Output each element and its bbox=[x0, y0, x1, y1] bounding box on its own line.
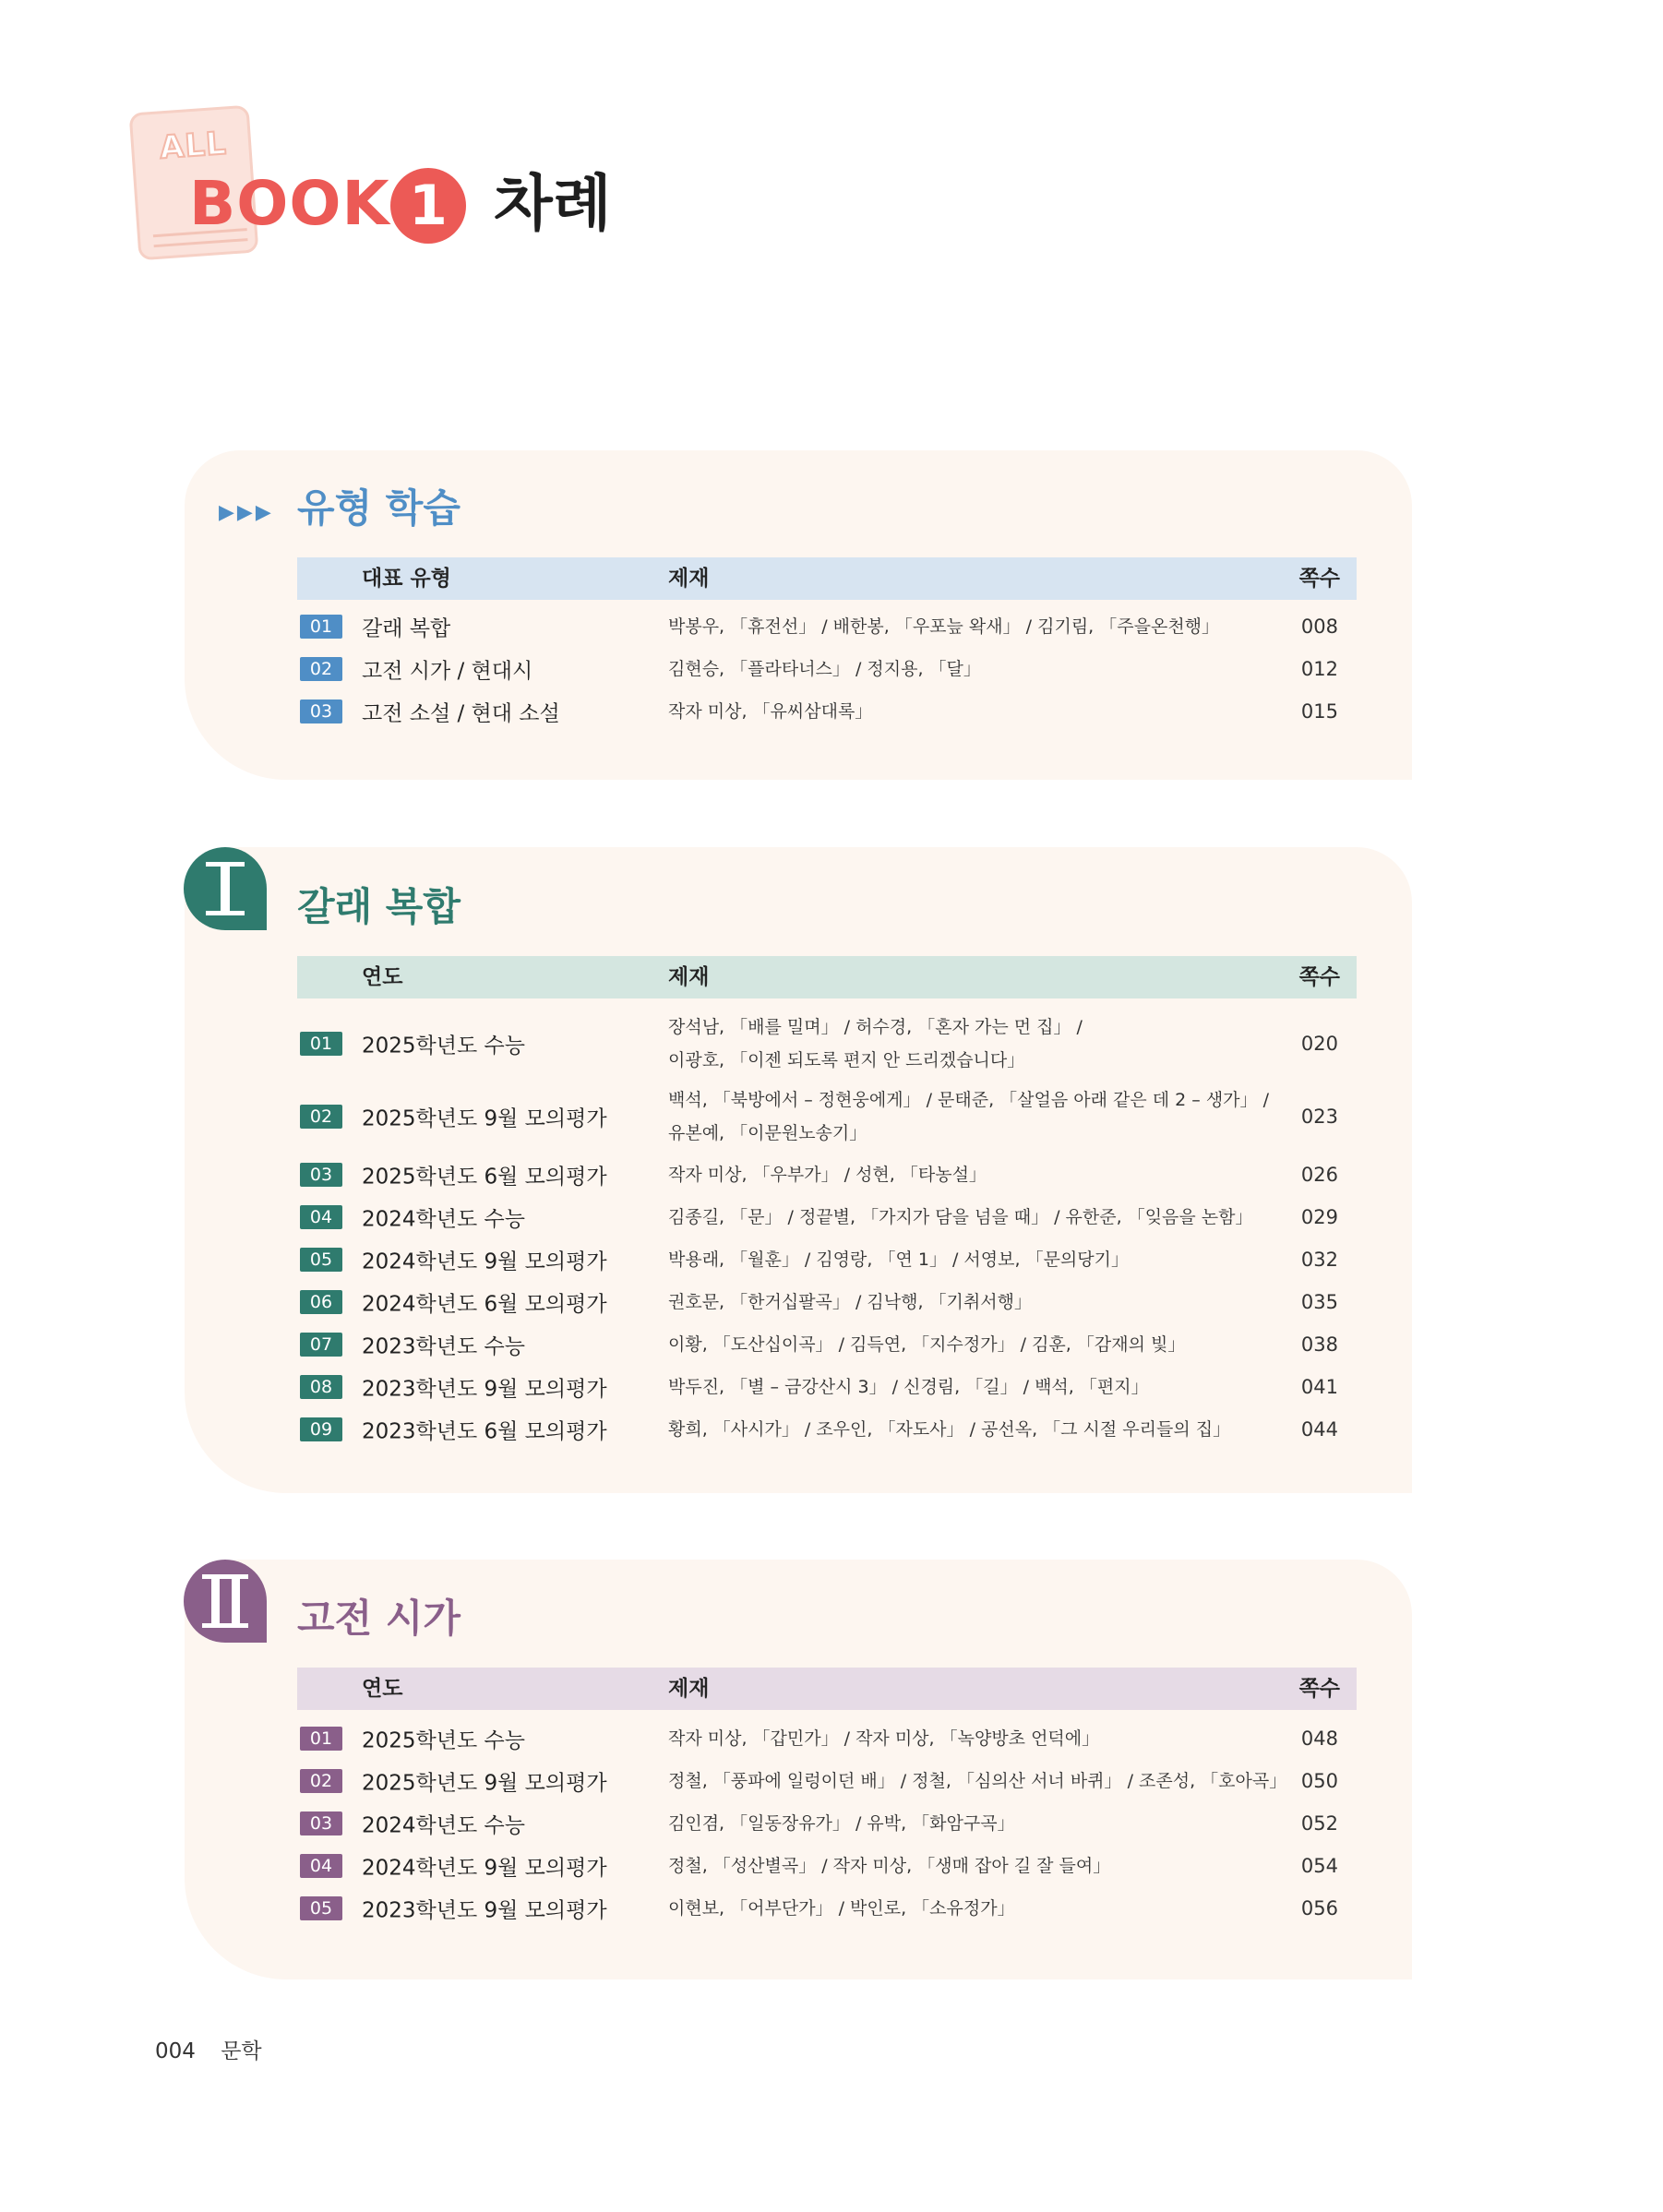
page-footer bbox=[155, 2034, 262, 2064]
table-row bbox=[297, 1760, 1357, 1802]
row-label: 2024학년도 수능 bbox=[362, 1813, 525, 1838]
type-study-title: 유형 학습 bbox=[297, 485, 461, 531]
row-works: 작자 미상, 「갑민가」 / 작자 미상, 「녹양방초 언덕에」 bbox=[668, 1728, 1100, 1749]
works-line: 이광호, 「이젠 되도록 편지 안 드리겠습니다」 bbox=[668, 1050, 1025, 1070]
table-row bbox=[297, 1887, 1357, 1930]
type-study-table-header bbox=[297, 557, 1357, 600]
section-1-table-header bbox=[297, 956, 1357, 998]
row-label: 고전 시가 / 현대시 bbox=[362, 659, 533, 684]
row-works: 정철, 「성산별곡」 / 작자 미상, 「생매 잡아 길 잘 들여」 bbox=[668, 1856, 1111, 1876]
row-label: 2024학년도 수능 bbox=[362, 1207, 525, 1232]
row-label: 고전 소설 / 현대 소설 bbox=[362, 701, 560, 726]
works-line: 황희, 「사시가」 / 조우인, 「자도사」 / 공선옥, 「그 시절 우리들의 집」 bbox=[668, 1419, 1231, 1440]
row-number-badge: 03 bbox=[300, 699, 342, 723]
works-line: 김종길, 「문」 / 정끝별, 「가지가 담을 넘을 때」 / 유한준, 「잊음을 논함」 bbox=[668, 1207, 1253, 1227]
roman-numeral-2-icon bbox=[184, 1560, 267, 1643]
row-works bbox=[668, 1413, 1240, 1446]
row-page-number: 026 bbox=[1300, 1164, 1338, 1186]
book-header bbox=[134, 109, 780, 275]
row-page-number: 050 bbox=[1300, 1770, 1338, 1792]
row-works bbox=[668, 1083, 1269, 1150]
row-works: 정철, 「풍파에 일렁이던 배」 / 정철, 「심의산 서너 바퀴」 / 조존성, 「호아곡」 bbox=[668, 1771, 1287, 1791]
row-label: 2025학년도 수능 bbox=[362, 1728, 525, 1753]
row-works bbox=[668, 1370, 1240, 1404]
row-page-number: 032 bbox=[1300, 1249, 1338, 1271]
column-header-year: 연도 bbox=[362, 1677, 403, 1701]
row-label: 2025학년도 6월 모의평가 bbox=[362, 1165, 607, 1190]
table-row bbox=[297, 1196, 1357, 1238]
row-page-number: 023 bbox=[1300, 1106, 1338, 1128]
row-page-number: 029 bbox=[1300, 1206, 1338, 1228]
row-number-badge: 02 bbox=[300, 1769, 342, 1793]
row-page-number: 035 bbox=[1300, 1291, 1338, 1313]
row-page-number: 015 bbox=[1300, 700, 1338, 723]
works-line: 박용래, 「월훈」 / 김영랑, 「연 1」 / 서영보, 「문의당기」 bbox=[668, 1249, 1129, 1270]
row-works: 김인겸, 「일동장유가」 / 유박, 「화암구곡」 bbox=[668, 1813, 1015, 1834]
row-number-badge: 09 bbox=[300, 1417, 342, 1441]
table-row bbox=[297, 1802, 1357, 1845]
row-number-badge: 06 bbox=[300, 1290, 342, 1314]
row-number-badge: 01 bbox=[300, 1032, 342, 1056]
page-title: 차례 bbox=[494, 168, 612, 239]
row-label: 2023학년도 6월 모의평가 bbox=[362, 1419, 607, 1444]
table-row bbox=[297, 1238, 1357, 1281]
row-page-number: 044 bbox=[1300, 1418, 1338, 1441]
subject-label: 문학 bbox=[221, 2039, 262, 2063]
column-header-page: 쪽수 bbox=[1298, 567, 1340, 591]
book-label: BOOK bbox=[189, 168, 390, 239]
works-line: 유본예, 「이문원노송기」 bbox=[668, 1123, 867, 1143]
row-number-badge: 01 bbox=[300, 615, 342, 639]
table-row bbox=[297, 1154, 1357, 1196]
works-line: 백석, 「북방에서 – 정현웅에게」 / 문태준, 「살얼음 아래 같은 데 2 – 생가」 / bbox=[668, 1090, 1269, 1110]
row-works bbox=[668, 1285, 1240, 1319]
row-works: 박봉우, 「휴전선」 / 배한봉, 「우포늪 왁새」 / 김기림, 「주을온천행」 bbox=[668, 616, 1220, 637]
works-line: 이황, 「도산십이곡」 / 김득연, 「지수정가」 / 김훈, 「감재의 빛」 bbox=[668, 1334, 1186, 1355]
row-label: 2024학년도 9월 모의평가 bbox=[362, 1856, 607, 1881]
row-works: 작자 미상, 「유씨삼대록」 bbox=[668, 701, 873, 722]
section-2-table-header bbox=[297, 1668, 1357, 1710]
works-line: 작자 미상, 「우부가」 / 성현, 「타농설」 bbox=[668, 1165, 987, 1185]
table-row bbox=[297, 1366, 1357, 1408]
row-works bbox=[668, 1328, 1240, 1361]
page-number: 004 bbox=[155, 2039, 196, 2063]
row-page-number: 012 bbox=[1300, 658, 1338, 680]
section-1-title: 갈래 복합 bbox=[297, 884, 461, 929]
works-line: 권호문, 「한거십팔곡」 / 김낙행, 「기취서행」 bbox=[668, 1292, 1032, 1312]
row-works bbox=[668, 1243, 1240, 1276]
table-row bbox=[297, 1845, 1357, 1887]
row-page-number: 056 bbox=[1300, 1897, 1338, 1919]
column-header-page: 쪽수 bbox=[1298, 1677, 1340, 1701]
row-label: 2023학년도 수능 bbox=[362, 1334, 525, 1359]
row-number-badge: 05 bbox=[300, 1248, 342, 1272]
table-row bbox=[297, 605, 1357, 648]
table-row bbox=[297, 1281, 1357, 1323]
row-label: 갈래 복합 bbox=[362, 616, 451, 641]
table-row bbox=[297, 690, 1357, 733]
row-number-badge: 01 bbox=[300, 1727, 342, 1751]
works-line: 박두진, 「별 – 금강산시 3」 / 신경림, 「길」 / 백석, 「편지」 bbox=[668, 1377, 1149, 1397]
column-header-page: 쪽수 bbox=[1298, 965, 1340, 989]
row-number-badge: 02 bbox=[300, 1105, 342, 1129]
column-header-year: 연도 bbox=[362, 965, 403, 989]
row-number-badge: 03 bbox=[300, 1811, 342, 1835]
row-page-number: 038 bbox=[1300, 1333, 1338, 1356]
row-works: 김현승, 「플라타너스」 / 정지용, 「달」 bbox=[668, 659, 981, 679]
row-number-badge: 07 bbox=[300, 1333, 342, 1357]
row-number-badge: 04 bbox=[300, 1854, 342, 1878]
row-label: 2025학년도 수능 bbox=[362, 1034, 525, 1058]
table-row bbox=[297, 1080, 1357, 1154]
row-page-number: 052 bbox=[1300, 1812, 1338, 1835]
row-number-badge: 04 bbox=[300, 1205, 342, 1229]
row-page-number: 020 bbox=[1300, 1033, 1338, 1055]
row-label: 2024학년도 6월 모의평가 bbox=[362, 1292, 607, 1317]
section-2-title: 고전 시가 bbox=[297, 1596, 461, 1641]
table-row bbox=[297, 1323, 1357, 1366]
row-works: 이현보, 「어부단가」 / 박인로, 「소유정가」 bbox=[668, 1898, 1015, 1919]
book-number: 1 bbox=[390, 168, 466, 244]
row-works bbox=[668, 1201, 1253, 1234]
row-page-number: 054 bbox=[1300, 1855, 1338, 1877]
row-number-badge: 08 bbox=[300, 1375, 342, 1399]
row-label: 2023학년도 9월 모의평가 bbox=[362, 1377, 607, 1402]
triple-arrow-icon: ▶▶▶ bbox=[219, 501, 274, 524]
row-works bbox=[668, 1158, 1240, 1191]
row-number-badge: 03 bbox=[300, 1163, 342, 1187]
row-page-number: 008 bbox=[1300, 616, 1338, 638]
row-label: 2025학년도 9월 모의평가 bbox=[362, 1771, 607, 1796]
table-row bbox=[297, 648, 1357, 690]
roman-numeral-1-icon bbox=[184, 847, 267, 930]
table-row bbox=[297, 1008, 1357, 1080]
works-line: 장석남, 「배를 밀며」 / 허수경, 「혼자 가는 먼 집」 / bbox=[668, 1017, 1083, 1037]
row-works bbox=[668, 1010, 1240, 1077]
column-header-type: 대표 유형 bbox=[362, 567, 451, 591]
row-page-number: 048 bbox=[1300, 1728, 1338, 1750]
column-header-works: 제재 bbox=[668, 1677, 710, 1701]
column-header-works: 제재 bbox=[668, 965, 710, 989]
all-badge-text: ALL bbox=[158, 125, 228, 167]
row-label: 2025학년도 9월 모의평가 bbox=[362, 1106, 607, 1131]
table-row bbox=[297, 1717, 1357, 1760]
row-number-badge: 05 bbox=[300, 1896, 342, 1920]
table-row bbox=[297, 1408, 1357, 1451]
row-label: 2024학년도 9월 모의평가 bbox=[362, 1249, 607, 1274]
row-label: 2023학년도 9월 모의평가 bbox=[362, 1898, 607, 1923]
row-number-badge: 02 bbox=[300, 657, 342, 681]
row-page-number: 041 bbox=[1300, 1376, 1338, 1398]
column-header-works: 제재 bbox=[668, 567, 710, 591]
